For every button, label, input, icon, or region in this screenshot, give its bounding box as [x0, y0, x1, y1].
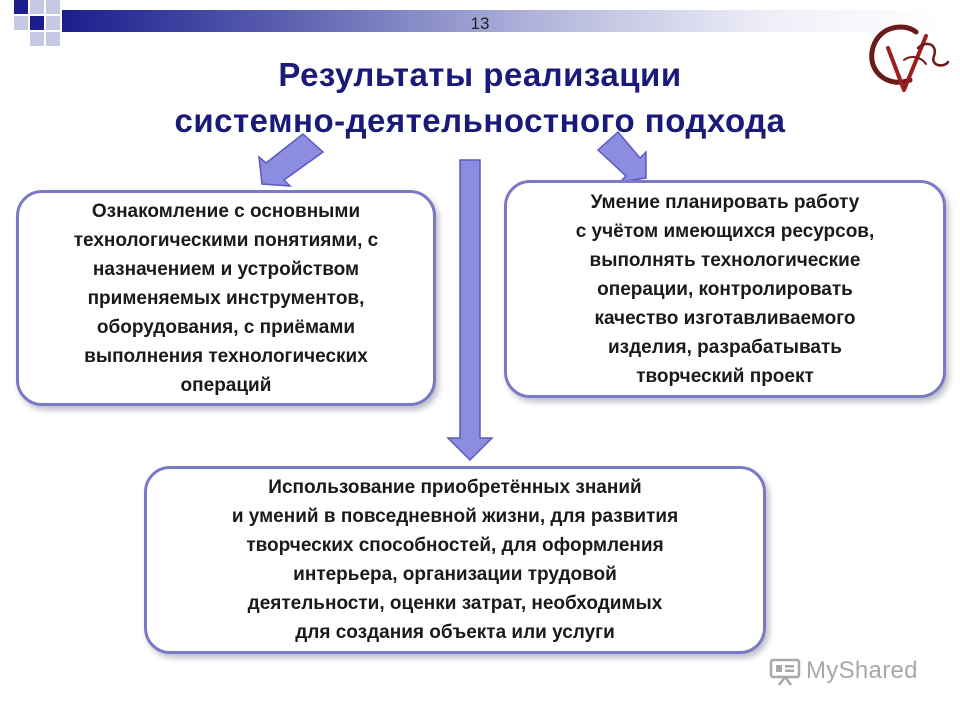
- box-right-line: качество изготавливаемого: [594, 307, 856, 329]
- arrow-to-bottom-box: [448, 160, 492, 460]
- box-right-line: изделия, разрабатывать: [608, 336, 842, 358]
- slide-number: 13: [470, 14, 490, 33]
- box-left-line: выполнения технологических: [84, 345, 368, 367]
- box-bottom-line: для создания объекта или услуги: [295, 622, 615, 643]
- box-left-line: Ознакомление с основными: [91, 200, 361, 222]
- box-bottom-line: творческих способностей, для оформления: [246, 535, 664, 556]
- result-box-right: [504, 180, 946, 398]
- result-box-bottom: [144, 466, 766, 654]
- title-line-2: системно-деятельностного подхода: [174, 102, 786, 139]
- box-left-line: операций: [180, 374, 272, 396]
- title-line-1: Результаты реализации: [278, 56, 682, 93]
- watermark: [768, 656, 918, 686]
- box-left-line: оборудования, с приёмами: [96, 316, 356, 338]
- box-left-line: применяемых инструментов,: [87, 287, 365, 309]
- box-right-line: выполнять технологические: [589, 249, 861, 271]
- result-box-left: [16, 190, 436, 406]
- box-left-line: технологическими понятиями, с: [73, 229, 379, 251]
- arrow-to-right-box: [598, 132, 646, 182]
- box-right-line: Умение планировать работу: [590, 191, 860, 213]
- box-right-line: операции, контролировать: [597, 278, 853, 300]
- box-bottom-line: интерьера, организации трудовой: [293, 564, 617, 585]
- box-bottom-line: Использование приобретённых знаний: [268, 477, 642, 498]
- arrow-to-left-box: [259, 134, 323, 186]
- box-right-line: творческий проект: [636, 365, 814, 387]
- box-right-line: с учётом имеющихся ресурсов,: [575, 220, 875, 242]
- watermark-text: MyShared: [806, 657, 918, 684]
- box-left-line: назначением и устройством: [92, 258, 360, 280]
- presentation-icon: [768, 656, 802, 686]
- box-bottom-line: и умений в повседневной жизни, для развития: [231, 506, 679, 527]
- box-bottom-line: деятельности, оценки затрат, необходимых: [247, 593, 663, 614]
